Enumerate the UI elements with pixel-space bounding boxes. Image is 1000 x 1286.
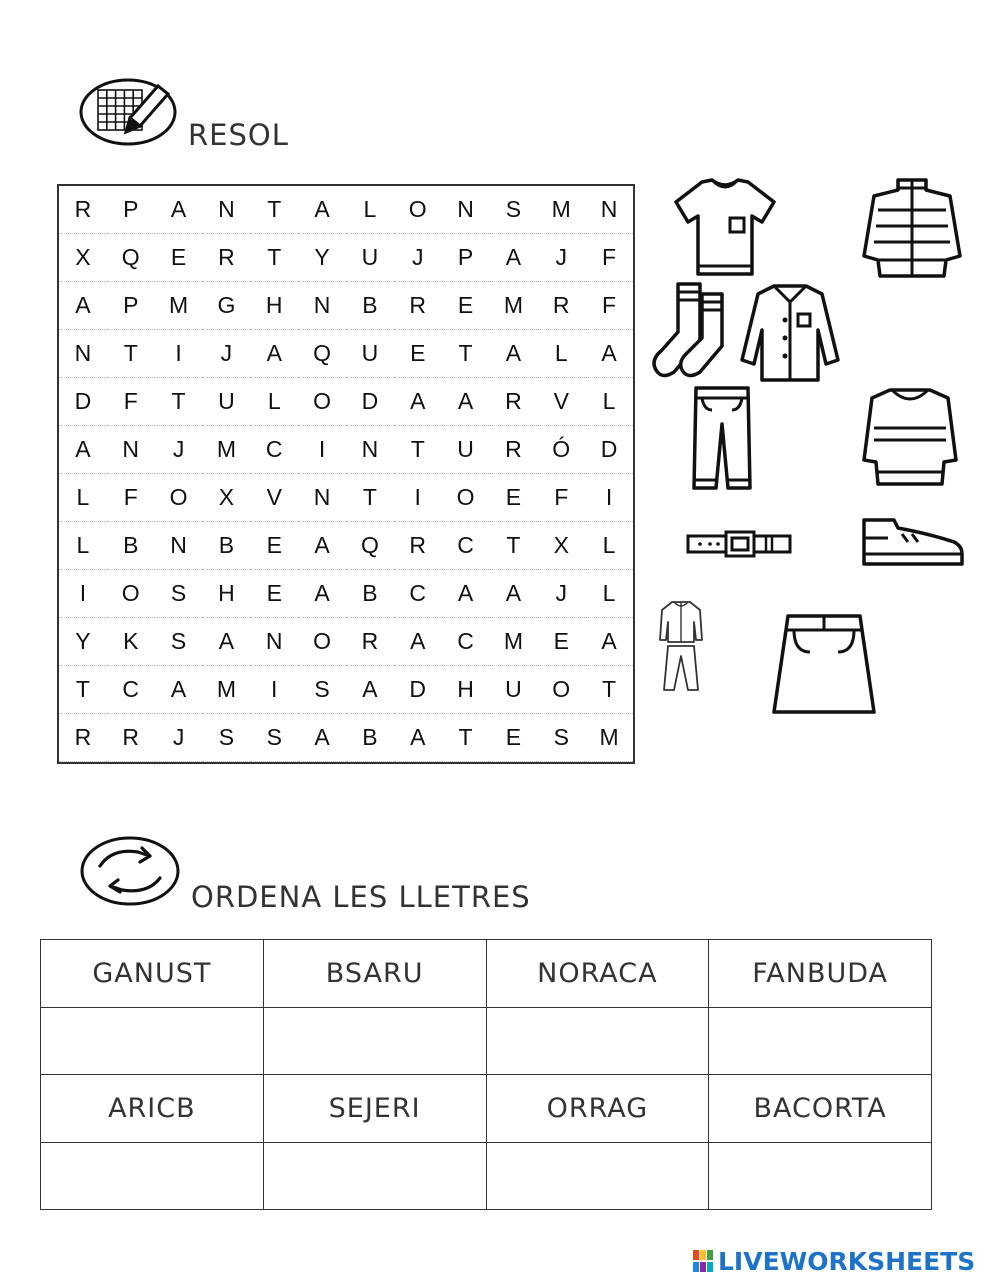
answer-cell[interactable]: [709, 1007, 932, 1075]
grid-letter[interactable]: A: [442, 378, 490, 426]
grid-letter[interactable]: K: [107, 618, 155, 666]
grid-letter[interactable]: F: [537, 474, 585, 522]
grid-letter[interactable]: U: [346, 330, 394, 378]
grid-letter[interactable]: L: [250, 378, 298, 426]
scrambled-row: [41, 940, 932, 1008]
grid-letter[interactable]: A: [298, 186, 346, 234]
grid-letter[interactable]: A: [59, 426, 107, 474]
word-search-grid: [57, 184, 635, 764]
scrambled-word: ORRAG: [486, 1075, 709, 1143]
answer-cell[interactable]: [263, 1007, 486, 1075]
grid-letter[interactable]: L: [59, 474, 107, 522]
grid-letter[interactable]: D: [346, 378, 394, 426]
grid-letter[interactable]: I: [155, 330, 203, 378]
answer-row: [41, 1142, 932, 1210]
grid-letter[interactable]: M: [202, 666, 250, 714]
grid-letter[interactable]: O: [298, 378, 346, 426]
grid-letter[interactable]: P: [107, 282, 155, 330]
grid-letter[interactable]: N: [442, 186, 490, 234]
grid-letter[interactable]: U: [202, 378, 250, 426]
grid-letter[interactable]: Y: [298, 234, 346, 282]
grid-letter[interactable]: A: [585, 330, 633, 378]
scrambled-word: SEJERI: [263, 1075, 486, 1143]
grid-letter[interactable]: E: [489, 714, 537, 762]
grid-letter[interactable]: O: [442, 474, 490, 522]
grid-letter[interactable]: M: [585, 714, 633, 762]
grid-letter[interactable]: J: [394, 234, 442, 282]
grid-letter[interactable]: J: [537, 570, 585, 618]
answer-cell[interactable]: [709, 1142, 932, 1210]
grid-letter[interactable]: T: [59, 666, 107, 714]
grid-letter[interactable]: I: [585, 474, 633, 522]
grid-letter[interactable]: T: [155, 378, 203, 426]
grid-letter[interactable]: S: [537, 714, 585, 762]
shirt-icon: [738, 280, 842, 384]
grid-letter[interactable]: L: [59, 522, 107, 570]
grid-letter[interactable]: C: [442, 522, 490, 570]
grid-letter[interactable]: S: [298, 666, 346, 714]
grid-letter[interactable]: B: [346, 282, 394, 330]
grid-letter[interactable]: T: [250, 234, 298, 282]
grid-letter[interactable]: R: [489, 426, 537, 474]
scrambled-word: NORACA: [486, 940, 709, 1008]
grid-letter[interactable]: E: [489, 474, 537, 522]
grid-letter[interactable]: R: [346, 618, 394, 666]
tracksuit-icon: [658, 598, 704, 694]
grid-letter[interactable]: Y: [59, 618, 107, 666]
grid-letter[interactable]: L: [585, 378, 633, 426]
socks-icon: [648, 280, 726, 382]
grid-letter[interactable]: S: [155, 618, 203, 666]
grid-letter[interactable]: O: [155, 474, 203, 522]
grid-letter[interactable]: F: [585, 234, 633, 282]
grid-letter[interactable]: O: [107, 570, 155, 618]
grid-letter[interactable]: P: [442, 234, 490, 282]
grid-letter[interactable]: E: [394, 330, 442, 378]
answer-cell[interactable]: [263, 1142, 486, 1210]
grid-letter[interactable]: T: [585, 666, 633, 714]
search-section-title: RESOL: [188, 118, 289, 152]
grid-letter[interactable]: E: [155, 234, 203, 282]
grid-letter[interactable]: L: [537, 330, 585, 378]
grid-letter[interactable]: N: [298, 474, 346, 522]
grid-letter[interactable]: T: [442, 714, 490, 762]
grid-letter[interactable]: H: [442, 666, 490, 714]
scrambled-row: [41, 1075, 932, 1143]
rotate-arrows-icon: [78, 834, 182, 908]
skirt-icon: [770, 612, 878, 718]
grid-letter[interactable]: I: [298, 426, 346, 474]
grid-letter[interactable]: D: [394, 666, 442, 714]
grid-letter[interactable]: M: [202, 426, 250, 474]
grid-letter[interactable]: R: [59, 714, 107, 762]
grid-letter[interactable]: J: [202, 330, 250, 378]
grid-letter[interactable]: T: [250, 186, 298, 234]
grid-letter[interactable]: G: [202, 282, 250, 330]
grid-letter[interactable]: A: [155, 666, 203, 714]
sweater-icon: [860, 386, 960, 488]
grid-letter[interactable]: I: [394, 474, 442, 522]
grid-letter[interactable]: E: [442, 282, 490, 330]
grid-letter[interactable]: S: [202, 714, 250, 762]
grid-letter[interactable]: N: [202, 186, 250, 234]
grid-letter[interactable]: A: [394, 618, 442, 666]
grid-letter[interactable]: A: [298, 714, 346, 762]
grid-letter[interactable]: N: [107, 426, 155, 474]
grid-letter[interactable]: V: [250, 474, 298, 522]
scrambled-word: BACORTA: [709, 1075, 932, 1143]
grid-letter[interactable]: S: [155, 570, 203, 618]
grid-pencil-icon: [78, 76, 180, 148]
grid-letter[interactable]: Q: [346, 522, 394, 570]
grid-letter[interactable]: H: [250, 282, 298, 330]
grid-letter[interactable]: A: [489, 234, 537, 282]
order-section-title: ORDENA LES LLETRES: [191, 880, 531, 914]
grid-letter[interactable]: A: [585, 618, 633, 666]
puffer-jacket-icon: [860, 176, 964, 282]
grid-letter[interactable]: N: [585, 186, 633, 234]
grid-letter[interactable]: R: [59, 186, 107, 234]
grid-letter[interactable]: L: [585, 522, 633, 570]
grid-letter[interactable]: J: [155, 714, 203, 762]
grid-letter[interactable]: F: [107, 474, 155, 522]
grid-letter[interactable]: R: [107, 714, 155, 762]
unscramble-table: [40, 939, 932, 1210]
grid-letter[interactable]: T: [442, 330, 490, 378]
grid-letter[interactable]: O: [394, 186, 442, 234]
grid-letter[interactable]: D: [59, 378, 107, 426]
t-shirt-icon: [672, 176, 778, 280]
grid-letter[interactable]: S: [250, 714, 298, 762]
grid-letter[interactable]: H: [202, 570, 250, 618]
grid-letter[interactable]: A: [489, 570, 537, 618]
grid-letter[interactable]: X: [202, 474, 250, 522]
grid-letter[interactable]: B: [346, 570, 394, 618]
grid-letter[interactable]: P: [107, 186, 155, 234]
answer-cell[interactable]: [486, 1007, 709, 1075]
grid-letter[interactable]: S: [489, 186, 537, 234]
grid-letter[interactable]: C: [442, 618, 490, 666]
grid-letter[interactable]: U: [442, 426, 490, 474]
grid-letter[interactable]: X: [59, 234, 107, 282]
footer-brand-text: LIVEWORKSHEETS: [718, 1246, 976, 1276]
grid-letter[interactable]: A: [155, 186, 203, 234]
grid-letter[interactable]: Q: [298, 330, 346, 378]
grid-letter[interactable]: X: [537, 522, 585, 570]
grid-letter[interactable]: N: [59, 330, 107, 378]
answer-row: [41, 1007, 932, 1075]
grid-letter[interactable]: Ó: [537, 426, 585, 474]
grid-letter[interactable]: N: [346, 426, 394, 474]
grid-letter[interactable]: F: [585, 282, 633, 330]
shoe-icon: [858, 512, 966, 570]
grid-letter[interactable]: J: [537, 234, 585, 282]
grid-letter[interactable]: J: [155, 426, 203, 474]
grid-letter[interactable]: T: [489, 522, 537, 570]
grid-letter[interactable]: E: [250, 522, 298, 570]
trousers-icon: [690, 384, 754, 492]
scrambled-word: FANBUDA: [709, 940, 932, 1008]
grid-letter[interactable]: A: [298, 570, 346, 618]
grid-letter[interactable]: D: [585, 426, 633, 474]
grid-letter[interactable]: C: [107, 666, 155, 714]
grid-letter[interactable]: M: [155, 282, 203, 330]
grid-letter[interactable]: A: [250, 330, 298, 378]
grid-letter[interactable]: R: [537, 282, 585, 330]
scrambled-word: ARICB: [41, 1075, 264, 1143]
scrambled-word: BSARU: [263, 940, 486, 1008]
answer-cell[interactable]: [41, 1007, 264, 1075]
grid-letter[interactable]: Q: [107, 234, 155, 282]
grid-letter[interactable]: O: [537, 666, 585, 714]
grid-letter[interactable]: A: [394, 378, 442, 426]
answer-cell[interactable]: [41, 1142, 264, 1210]
grid-letter[interactable]: C: [250, 426, 298, 474]
grid-letter[interactable]: M: [489, 618, 537, 666]
grid-letter[interactable]: A: [298, 522, 346, 570]
grid-letter[interactable]: F: [107, 378, 155, 426]
liveworksheets-logo-icon: [692, 1249, 714, 1273]
grid-letter[interactable]: U: [346, 234, 394, 282]
grid-letter[interactable]: I: [250, 666, 298, 714]
grid-letter[interactable]: M: [537, 186, 585, 234]
grid-letter[interactable]: R: [202, 234, 250, 282]
grid-letter[interactable]: I: [59, 570, 107, 618]
answer-cell[interactable]: [486, 1142, 709, 1210]
grid-letter[interactable]: L: [346, 186, 394, 234]
belt-icon: [686, 530, 792, 558]
grid-letter[interactable]: A: [59, 282, 107, 330]
grid-letter[interactable]: B: [346, 714, 394, 762]
grid-letter[interactable]: A: [202, 618, 250, 666]
grid-letter[interactable]: B: [202, 522, 250, 570]
grid-letter[interactable]: N: [155, 522, 203, 570]
grid-letter[interactable]: O: [298, 618, 346, 666]
grid-letter[interactable]: A: [346, 666, 394, 714]
grid-letter[interactable]: T: [346, 474, 394, 522]
grid-letter[interactable]: T: [394, 426, 442, 474]
grid-letter[interactable]: N: [250, 618, 298, 666]
scrambled-word: GANUST: [41, 940, 264, 1008]
grid-letter[interactable]: E: [537, 618, 585, 666]
grid-letter[interactable]: C: [394, 570, 442, 618]
grid-letter[interactable]: B: [107, 522, 155, 570]
grid-letter[interactable]: M: [489, 282, 537, 330]
grid-letter[interactable]: E: [250, 570, 298, 618]
grid-letter[interactable]: A: [442, 570, 490, 618]
grid-letter[interactable]: R: [394, 522, 442, 570]
grid-letter[interactable]: N: [298, 282, 346, 330]
grid-letter[interactable]: U: [489, 666, 537, 714]
grid-letter[interactable]: A: [489, 330, 537, 378]
grid-letter[interactable]: R: [489, 378, 537, 426]
grid-letter[interactable]: A: [394, 714, 442, 762]
grid-letter[interactable]: V: [537, 378, 585, 426]
grid-letter[interactable]: R: [394, 282, 442, 330]
grid-letter[interactable]: T: [107, 330, 155, 378]
footer-brand[interactable]: [692, 1248, 975, 1274]
grid-letter[interactable]: L: [585, 570, 633, 618]
